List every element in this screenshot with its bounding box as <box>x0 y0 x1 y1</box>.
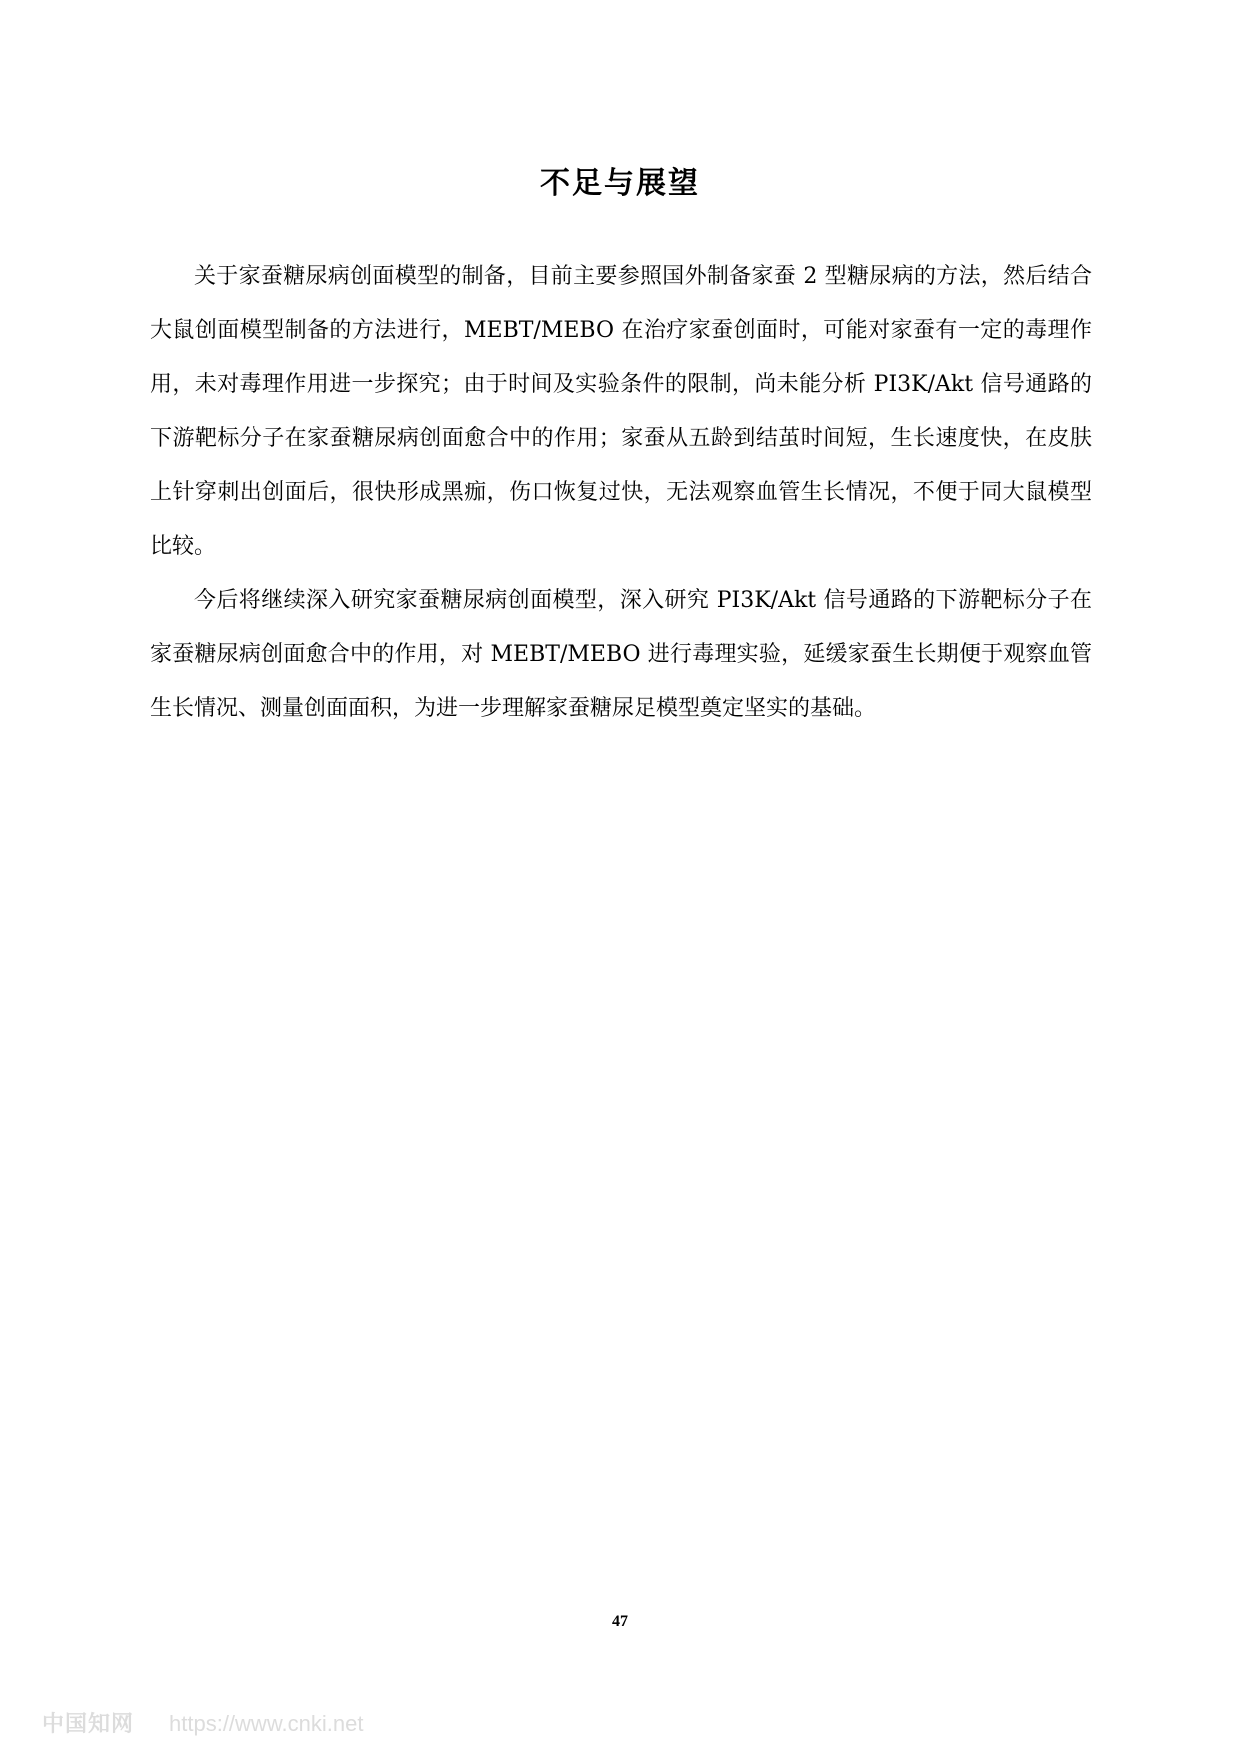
watermark-brand: 中国知网 <box>42 1712 135 1737</box>
page-title: 不足与展望 <box>540 166 700 201</box>
paragraph-limitations: 关于家蚕糖尿病创面模型的制备，目前主要参照国外制备家蚕 2 型糖尿病的方法，然后结合大鼠创面模型制备的方法进行，MEBT/MEBO 在治疗家蚕创面时，可能对家蚕有一定的毒理作用，未对毒理作用进一步探究；由于时间及实验条件的限制，尚未能分析 PI3K/Akt 信号通路的下游靶标分子在家蚕糖尿病创面愈合中的作用；家蚕从五龄到结茧时间短，生长速度快，在皮肤上针穿刺出创面后，很快形成黑痂，伤口恢复过快，无法观察血管生长情况，不便于同大鼠模型比较。 <box>150 264 1092 559</box>
cnki-watermark <box>42 1707 363 1738</box>
paragraph-outlook: 今后将继续深入研究家蚕糖尿病创面模型，深入研究 PI3K/Akt 信号通路的下游靶标分子在家蚕糖尿病创面愈合中的作用，对 MEBT/MEBO 进行毒理实验，延缓家蚕生长期便于观察血管生长情况、测量创面面积，为进一步理解家蚕糖尿足模型奠定坚实的基础。 <box>150 588 1092 721</box>
body-text <box>150 250 1092 736</box>
watermark-url: https://www.cnki.net <box>169 1711 364 1736</box>
page-number: 47 <box>612 1613 628 1630</box>
